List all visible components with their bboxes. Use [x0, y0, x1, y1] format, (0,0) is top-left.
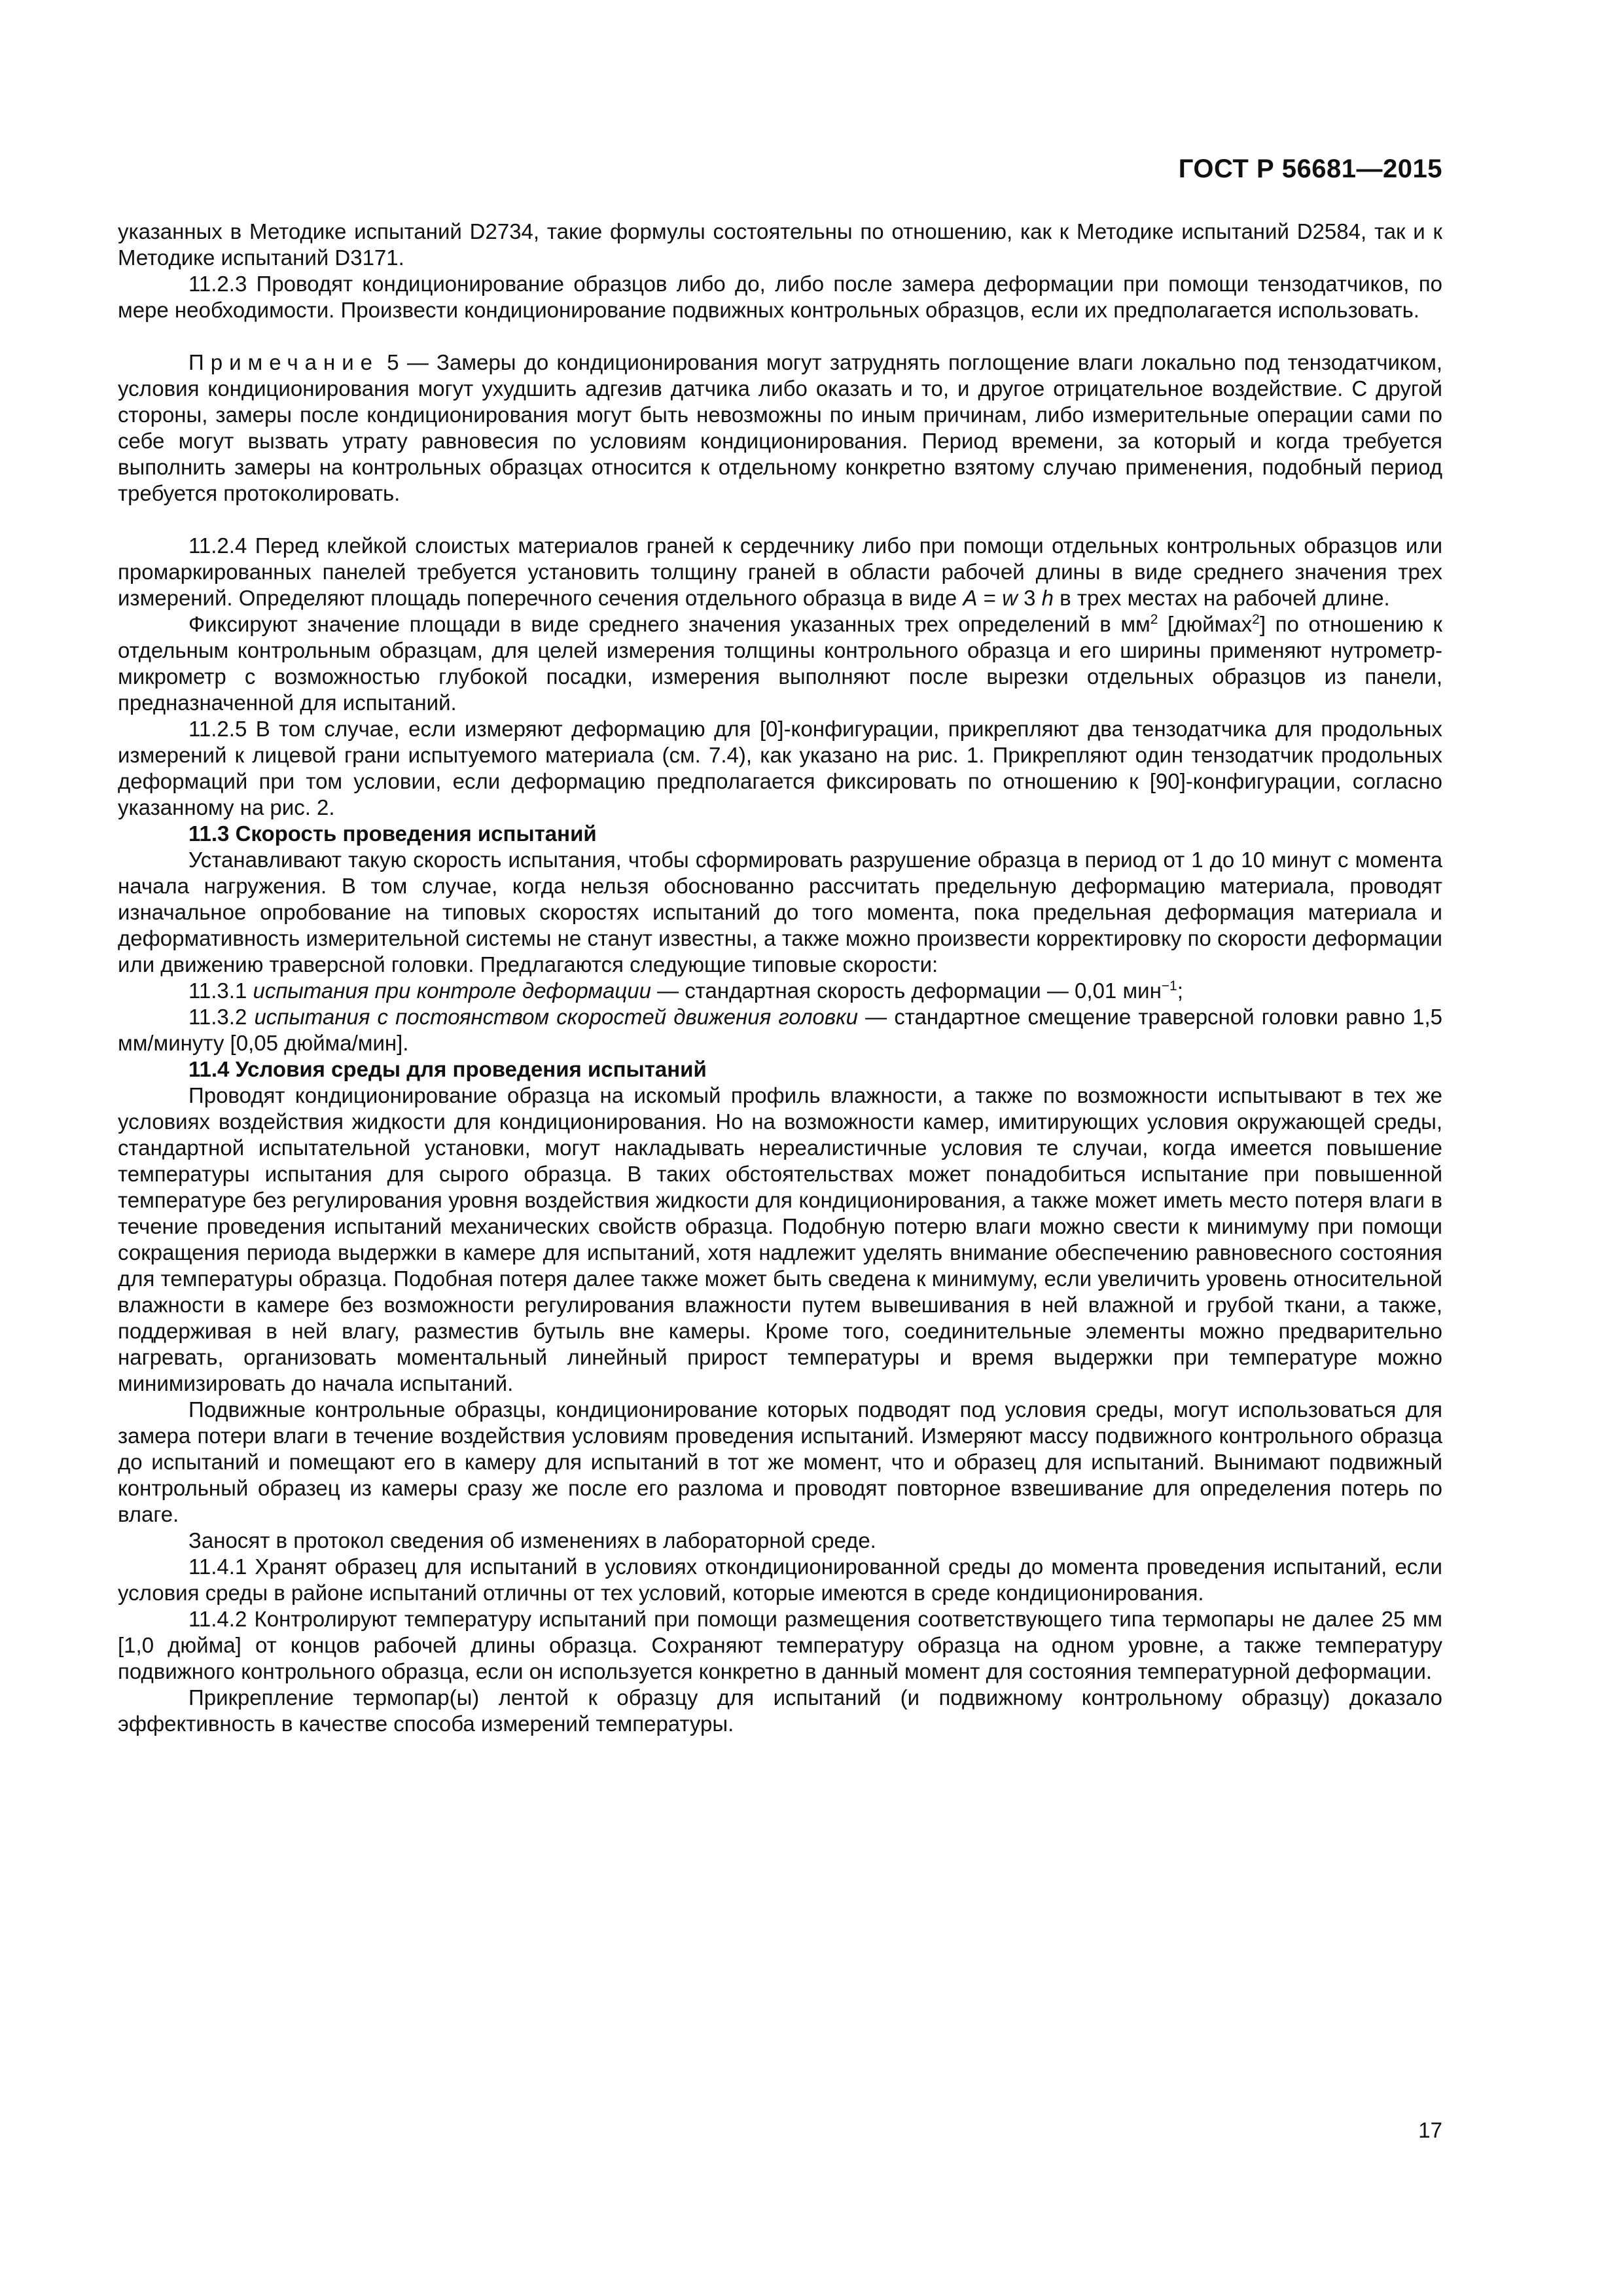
heading-11-3: 11.3 Скорость проведения испытаний	[188, 821, 597, 846]
paragraph-11-4-1: 11.4.1 Хранят образец для испытаний в условиях откондиционированной среды до момента проведения испытаний, если условия среды в районе испытаний отличны от тех условий, которые имеются в среде кондиционирования.	[118, 1554, 1442, 1605]
formula-3: 3	[1017, 586, 1042, 610]
item-term: испытания при контроле деформации	[253, 978, 651, 1003]
paragraph-test-speed: Устанавливают такую скорость испытания, чтобы сформировать разрушение образца в период от 1 до 10 минут с момента начала нагружения. В том случае, когда нельзя обоснованно рассчитать предельную деформацию материала, проводят изначальное опробование на типовых скоростях испытаний до того момента, пока предельная деформация материала и деформативность измерительной системы не станут известны, а также можно произвести корректировку по скорости деформации или движению траверсной головки. Предлагаются следующие типовые скорости:	[118, 848, 1442, 977]
note-5	[118, 350, 1442, 507]
item-end: ;	[1177, 978, 1183, 1003]
document-body	[118, 219, 1442, 1737]
paragraph-continuation: указанных в Методике испытаний D2734, такие формулы состоятельны по отношению, как к Методике испытаний D2584, так и к Методике испытаний D3171.	[118, 219, 1442, 270]
item-term: испытания с постоянством скоростей движения головки	[254, 1005, 859, 1029]
formula-w: w	[1002, 586, 1018, 610]
item-number: 11.3.2	[188, 1005, 255, 1029]
heading-11-4: 11.4 Условия среды для проведения испытаний	[188, 1057, 707, 1081]
item-text: — стандартное смещение траверсной головки равно 1,5 мм/минуту [0,05 дюйма/мин].	[118, 1005, 1442, 1055]
paragraph-11-2-3: 11.2.3 Проводят кондиционирование образцов либо до, либо после замера деформации при помощи тензодатчиков, по мере необходимости. Произвести кондиционирование подвижных контрольных образцов, если их предполагается использовать.	[118, 272, 1442, 322]
paragraph-traveler-specimens: Подвижные контрольные образцы, кондиционирование которых подводят под условия среды, могут использоваться для замера потери влаги в течение воздействия условиям проведения испытаний. Измеряют массу подвижного контрольного образца до испытаний и помещают его в камеру для испытаний в тот же момент, что и образец для испытаний. Вынимают подвижный контрольный образец из камеры сразу же после его разлома и проводят повторное взвешивание для определения потерь по влаге.	[118, 1397, 1442, 1526]
paragraph-11-2-4	[118, 533, 1442, 611]
superscript-mm2: 2	[1150, 612, 1158, 627]
paragraph-11-2-4-end: в трех местах на рабочей длине.	[1053, 586, 1390, 610]
paragraph-11-2-4-text: 11.2.4 Перед клейкой слоистых материалов граней к сердечнику либо при помощи отдельных контрольных образцов или промаркированных панелей требуется установить толщину граней в области рабочей длины в виде среднего значения трех измерений. Определяют площадь поперечного сечения отдельного образца в виде	[118, 533, 1442, 610]
paragraph-area-text-3: ] по отношению к отдельным контрольным образцам, для целей измерения толщины контрольного образца и его ширины применяют нутрометр-микрометр с возможностью глубокой посадки, измерения выполняют после вырезки отдельных образцов из панели, предназначенной для испытаний.	[118, 612, 1442, 715]
paragraph-conditioning: Проводят кондиционирование образца на искомый профиль влажности, а также по возможности испытывают в тех же условиях воздействия жидкости для кондиционирования. Но на возможности камер, имитирующих условия окружающей среды, стандартной испытательной установки, могут накладывать нереалистичные условия те случаи, когда имеется повышение температуры испытания для сырого образца. В таких обстоятельствах может понадобиться испытание при повышенной температуре без регулирования уровня воздействия жидкости для кондиционирования, а также может иметь место потеря влаги в течение проведения испытаний механических свойств образца. Подобную потерю влаги можно свести к минимуму при помощи сокращения периода выдержки в камере для испытаний, хотя надлежит уделять внимание обеспечению равновесного состояния для температуры образца. Подобная потеря далее также может быть сведена к минимуму, если увеличить уровень относительной влажности в камере без возможности регулирования влажности путем вывешивания в ней влажной и грубой ткани, а также, поддерживая в ней влагу, разместив бутыль вне камеры. Кроме того, соединительные элементы можно предварительно нагревать, организовать моментальный линейный прирост температуры и время выдержки при температуре можно минимизировать до начала испытаний.	[118, 1083, 1442, 1395]
formula-h: h	[1041, 586, 1054, 610]
document-page	[118, 0, 1442, 2296]
superscript-inch2: 2	[1252, 612, 1260, 627]
paragraph-area-text: Фиксируют значение площади в виде среднего значения указанных трех определений в мм	[188, 612, 1150, 636]
formula-eq: =	[977, 586, 1003, 610]
superscript-minus-one: −1	[1161, 978, 1177, 994]
item-text: — стандартная скорость деформации — 0,01 мин	[651, 978, 1162, 1003]
note-label: Примечание	[188, 350, 380, 374]
paragraph-11-4-2: 11.4.2 Контролируют температуру испытаний при помощи размещения соответствующего типа термопары не далее 25 мм [1,0 дюйма] от концов рабочей длины образца. Сохраняют температуру образца на одном уровне, а также температуру подвижного контрольного образца, если он используется конкретно в данный момент для состояния температурной деформации.	[118, 1607, 1442, 1683]
note-text: 5 — Замеры до кондиционирования могут затруднять поглощение влаги локально под тензодатчиком, условия кондиционирования могут ухудшить адгезив датчика либо оказать и то, и другое отрицательное воздействие. С другой стороны, замеры после кондиционирования могут быть невозможны по иным причинам, либо измерительные операции сами по себе могут вызвать утрату равновесия по условиям кондиционирования. Период времени, за который и когда требуется выполнить замеры на контрольных образцах относится к отдельному конкретно взятому случаю применения, подобный период требуется протоколировать.	[118, 350, 1442, 505]
paragraph-11-3-1	[118, 978, 1442, 1004]
page-number: 17	[1418, 2118, 1442, 2142]
item-number: 11.3.1	[188, 978, 253, 1003]
document-header: ГОСТ Р 56681—2015	[1178, 154, 1442, 183]
paragraph-thermocouple: Прикрепление термопар(ы) лентой к образцу для испытаний (и подвижному контрольному образцу) доказало эффективность в качестве способа измерений температуры.	[118, 1685, 1442, 1736]
paragraph-report-changes: Заносят в протокол сведения об изменениях в лабораторной среде.	[188, 1528, 876, 1552]
paragraph-area-fixation	[118, 611, 1442, 716]
formula-a: A	[963, 586, 978, 610]
paragraph-area-text-2: [дюймах	[1158, 612, 1253, 636]
paragraph-11-3-2	[118, 1004, 1442, 1056]
paragraph-11-2-5: 11.2.5 В том случае, если измеряют деформацию для [0]-конфигурации, прикрепляют два тензодатчика для продольных измерений к лицевой грани испытуемого материала (см. 7.4), как указано на рис. 1. Прикрепляют один тензодатчик продольных деформаций при том условии, если деформацию предполагается фиксировать по отношению к [90]-конфигурации, согласно указанному на рис. 2.	[118, 717, 1442, 819]
